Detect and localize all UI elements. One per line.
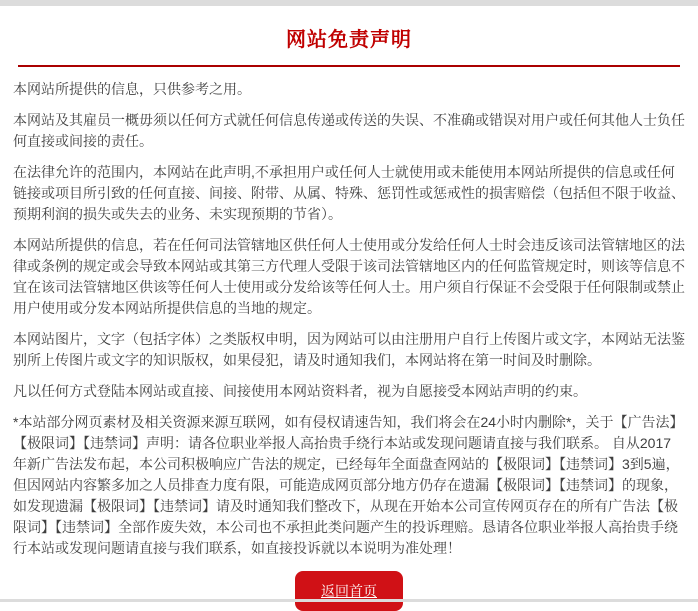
bottom-edge-bar [0, 599, 698, 602]
disclaimer-paragraph: *本站部分网页素材及相关资源来源互联网，如有侵权请速告知，我们将会在24小时内删除*，关于【广告法】【极限词】【违禁词】声明：请各位职业举报人高抬贵手绕行本站或发现问题请直接与我们联系。 自从2017年新广告法发布起，本公司积极响应广告法的规定，已经每年全面盘查网站的【极限词】【违禁词】3到5遍，但因网站内容繁多加之人员排查力度有限，可能造成网页部分地方仍存在遗漏【极限词】【违禁词】的现象，如发现遗漏【极限词】【违禁词】请及时通知我们整改下，从现在开始本公司宣传网页存在的所有广告法【极限词】【违禁词】全部作废失效，本公司也不承担此类问题产生的投诉理赔。恳请各位职业举报人高抬贵手绕行本站或发现问题请直接与我们联系，如直接投诉就以本说明为准处理！ [13, 414, 684, 556]
top-edge-bar [0, 0, 698, 6]
disclaimer-paragraph: 在法律允许的范围内，本网站在此声明,不承担用户或任何人士就使用或未能使用本网站所提供的信息或任何链接或项目所引致的任何直接、间接、附带、从属、特殊、惩罚性或惩戒性的损害赔偿（包括但不限于收益、预期利润的损失或失去的业务、未实现预期的节省）。 [13, 164, 685, 222]
disclaimer-paragraph: 本网站所提供的信息，只供参考之用。 [13, 81, 251, 97]
disclaimer-paragraph: 凡以任何方式登陆本网站或直接、间接使用本网站资料者，视为自愿接受本网站声明的约束。 [13, 383, 587, 399]
disclaimer-paragraph: 本网站图片，文字（包括字体）之类版权申明，因为网站可以由注册用户自行上传图片或文字，本网站无法鉴别所上传图片或文字的知识版权，如果侵犯，请及时通知我们，本网站将在第一时间及时删除。 [13, 331, 685, 368]
page-title: 网站免责声明 [286, 29, 412, 51]
disclaimer-paragraph: 本网站及其雇员一概毋须以任何方式就任何信息传递或传送的失误、不准确或错误对用户或任何其他人士负任何直接或间接的责任。 [13, 112, 685, 149]
disclaimer-paragraph: 本网站所提供的信息，若在任何司法管辖地区供任何人士使用或分发给任何人士时会违反该司法管辖地区的法律或条例的规定或会导致本网站或其第三方代理人受限于该司法管辖地区内的任何监管规定时，则该等信息不宜在该司法管辖地区供该等任何人士使用或分发给该等任何人士。用户须自行保证不会受限于任何限制或禁止用户使用或分发本网站所提供信息的当地的规定。 [13, 237, 685, 316]
button-row [0, 571, 698, 611]
disclaimer-content [0, 67, 698, 559]
back-to-home-button[interactable]: 返回首页 [295, 571, 403, 611]
